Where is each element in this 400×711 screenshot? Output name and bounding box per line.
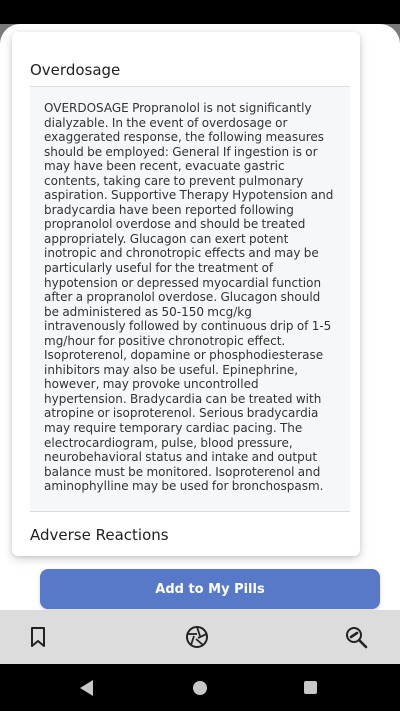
bottom-tab-bar bbox=[0, 610, 400, 664]
search-pill-icon[interactable] bbox=[344, 625, 368, 649]
overdosage-text: OVERDOSAGE Propranolol is not significantly dialyzable. In the event of overdosage or exaggerated response, the following measures should be employed: General If ingestion is or may have been recent, evacuate gastric contents, taking care to prevent pulmonary aspiration. Supportive Therapy Hypotension and bradycardia have been reported following propranolol overdose and should be treated appropriately. Glucagon can exert potent inotropic and chronotropic effects and may be particularly useful for the treatment of hypotension or depressed myocardial function after a propranolol overdose. Glucagon should be administered as 50-150 mcg/kg intravenously followed by continuous drip of 1-5 mg/hour for positive chronotropic effect. Isoproterenol, dopamine or phosphodiesterase inhibitors may also be useful. Epinephrine, however, may provoke uncontrolled hypertension. Bradycardia can be treated with atropine or isoproterenol. Serious bradycardia may require temporary cardiac pacing. The electrocardiogram, pulse, blood pressure, neurobehavioral status and intake and output balance must be monitored. Isoproterenol and aminophylline may be used for bronchospasm. bbox=[44, 101, 334, 494]
section-header-adverse-reactions[interactable]: Adverse Reactions bbox=[30, 526, 169, 544]
recents-icon[interactable] bbox=[304, 681, 317, 694]
bookmark-icon[interactable] bbox=[26, 625, 50, 649]
status-bar bbox=[0, 0, 400, 24]
bottom-sheet bbox=[0, 24, 400, 610]
section-content bbox=[30, 86, 350, 512]
section-header-overdosage[interactable]: Overdosage bbox=[30, 61, 121, 79]
home-icon[interactable] bbox=[193, 681, 207, 695]
back-icon[interactable] bbox=[80, 680, 93, 696]
system-navigation-bar bbox=[0, 664, 400, 711]
camera-aperture-icon[interactable] bbox=[185, 625, 209, 649]
accordion-card bbox=[12, 32, 360, 556]
add-to-my-pills-button[interactable]: Add to My Pills bbox=[40, 569, 380, 609]
